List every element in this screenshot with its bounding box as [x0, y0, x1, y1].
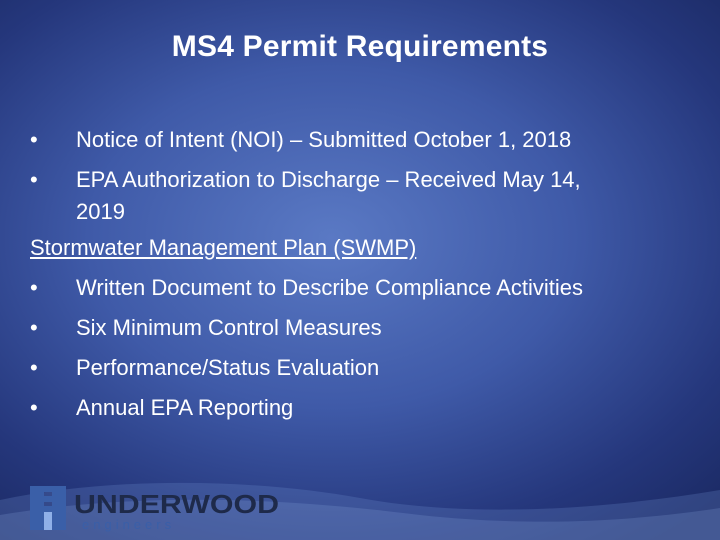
bullet-dot: • — [30, 315, 38, 340]
bullet-item — [30, 160, 700, 228]
bullet-item — [30, 348, 700, 388]
logo-name: UNDERWOOD — [74, 489, 279, 519]
section-heading: Stormwater Management Plan (SWMP) — [30, 235, 417, 260]
bullet-item — [30, 388, 700, 428]
bullet-text: EPA Authorization to Discharge – Received May 14, — [76, 167, 581, 192]
bullet-item — [30, 120, 700, 160]
bullet-dot: • — [30, 355, 38, 380]
bullet-item — [30, 308, 700, 348]
bullet-text: Annual EPA Reporting — [76, 395, 294, 420]
logo-mark-icon — [30, 486, 66, 530]
slide-title: MS4 Permit Requirements — [171, 30, 549, 63]
bullet-dot: • — [30, 127, 38, 152]
bullet-text: Notice of Intent (NOI) – Submitted October 1, 2018 — [76, 127, 572, 152]
logo-tagline: engineers — [82, 517, 176, 532]
bullet-dot: • — [30, 167, 38, 192]
underwood-logo — [24, 482, 284, 534]
bullet-text-continuation: 2019 — [76, 199, 125, 224]
bullet-text: Six Minimum Control Measures — [76, 315, 382, 340]
bullet-dot: • — [30, 395, 38, 420]
bullet-dot: • — [30, 275, 38, 300]
bullet-text: Written Document to Describe Compliance Activities — [76, 275, 584, 300]
bullet-item — [30, 268, 700, 308]
slide-body — [30, 120, 700, 428]
bullet-text: Performance/Status Evaluation — [76, 355, 380, 380]
